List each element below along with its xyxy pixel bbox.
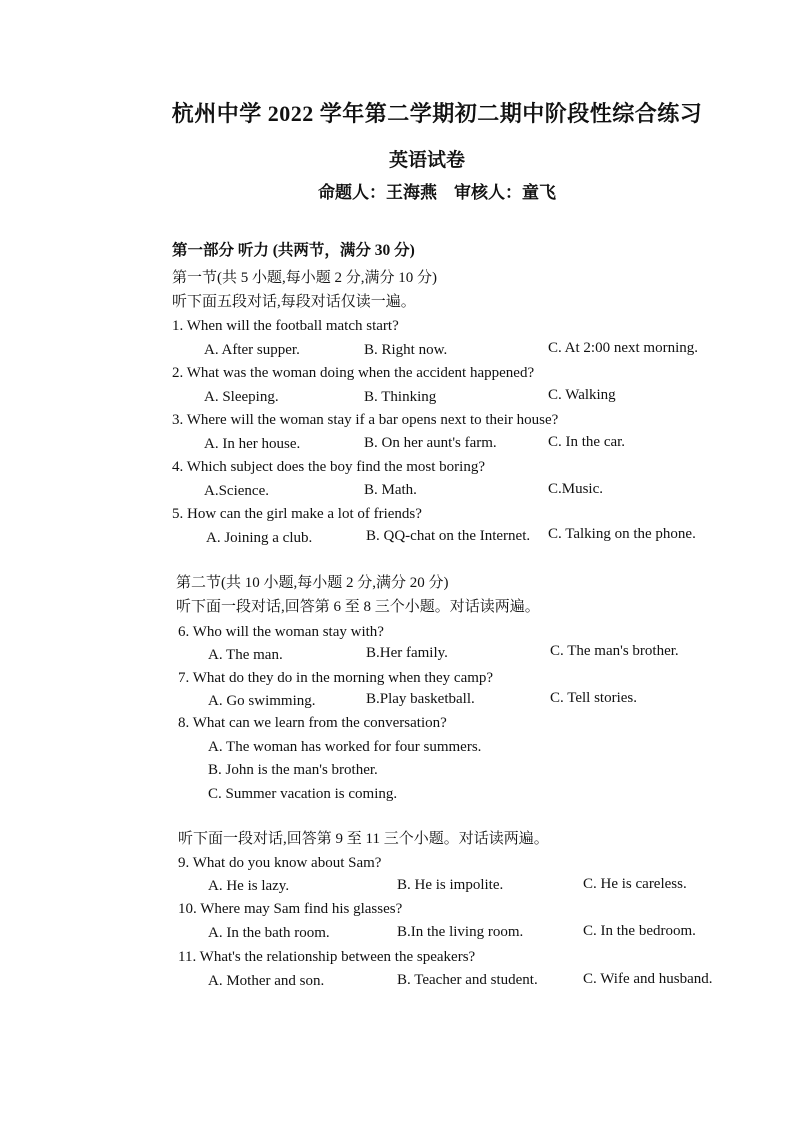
q8-option-b: B. John is the man's brother.: [208, 762, 378, 778]
q8-option-c: C. Summer vacation is coming.: [208, 786, 398, 802]
section2-heading: 第二节(共 10 小题,每小题 2 分,满分 20 分): [176, 575, 449, 591]
q5-option-c: C. Talking on the phone.: [548, 526, 696, 542]
q3-option-b: B. On her aunt's farm.: [364, 435, 497, 451]
q9-option-c: C. He is careless.: [583, 876, 687, 892]
question-1: 1. When will the football match start?: [172, 318, 399, 334]
q11-option-c: C. Wife and husband.: [583, 971, 713, 987]
q7-option-a: A. Go swimming.: [208, 693, 316, 709]
q2-option-b: B. Thinking: [364, 389, 437, 405]
q7-option-b: B.Play basketball.: [366, 691, 475, 707]
q11-option-b: B. Teacher and student.: [397, 972, 538, 988]
q4-option-a: A.Science.: [204, 483, 269, 499]
q4-option-c: C.Music.: [548, 481, 604, 497]
q6-option-c: C. The man's brother.: [550, 643, 679, 659]
question-5: 5. How can the girl make a lot of friends?: [172, 506, 422, 522]
question-10: 10. Where may Sam find his glasses?: [178, 901, 403, 917]
q9-option-a: A. He is lazy.: [208, 878, 290, 894]
q7-option-c: C. Tell stories.: [550, 690, 638, 706]
q10-option-b: B.In the living room.: [397, 924, 524, 940]
section1-instruction: 听下面五段对话,每段对话仅读一遍。: [172, 294, 416, 310]
q9-option-b: B. He is impolite.: [397, 877, 504, 893]
exam-subtitle: 英语试卷: [388, 150, 465, 171]
q1-option-a: A. After supper.: [204, 342, 300, 358]
section2-instruction-2: 听下面一段对话,回答第 9 至 11 三个小题。对话读两遍。: [178, 831, 549, 847]
q11-option-a: A. Mother and son.: [208, 973, 325, 989]
q2-option-c: C. Walking: [548, 387, 616, 403]
q3-option-a: A. In her house.: [204, 436, 301, 452]
q4-option-b: B. Math.: [364, 482, 417, 498]
question-11: 11. What's the relationship between the speakers?: [178, 949, 476, 965]
q6-option-b: B.Her family.: [366, 645, 448, 661]
question-4: 4. Which subject does the boy find the most boring?: [172, 459, 486, 475]
q1-option-c: C. At 2:00 next morning.: [548, 340, 698, 356]
exam-authors: 命题人：王海燕 审核人：童飞: [318, 183, 556, 202]
question-8: 8. What can we learn from the conversation?: [178, 715, 447, 731]
q8-option-a: A. The woman has worked for four summers.: [208, 739, 482, 755]
question-7: 7. What do they do in the morning when they camp?: [178, 670, 494, 686]
q6-option-a: A. The man.: [208, 647, 283, 663]
part1-heading: 第一部分 听力 (共两节，满分 30 分): [172, 242, 415, 259]
section2-instruction-1: 听下面一段对话,回答第 6 至 8 三个小题。对话读两遍。: [176, 599, 540, 615]
question-2: 2. What was the woman doing when the accident happened?: [172, 365, 535, 381]
question-9: 9. What do you know about Sam?: [178, 855, 382, 871]
q1-option-b: B. Right now.: [364, 342, 448, 358]
q5-option-a: A. Joining a club.: [206, 530, 313, 546]
q2-option-a: A. Sleeping.: [204, 389, 279, 405]
question-3: 3. Where will the woman stay if a bar opens next to their house?: [172, 412, 559, 428]
q10-option-a: A. In the bath room.: [208, 925, 330, 941]
exam-title: 杭州中学 2022 学年第二学期初二期中阶段性综合练习: [171, 101, 703, 126]
q3-option-c: C. In the car.: [548, 434, 626, 450]
q5-option-b: B. QQ-chat on the Internet.: [366, 528, 531, 544]
question-6: 6. Who will the woman stay with?: [178, 624, 384, 640]
q10-option-c: C. In the bedroom.: [583, 923, 696, 939]
section1-heading: 第一节(共 5 小题,每小题 2 分,满分 10 分): [172, 270, 437, 286]
